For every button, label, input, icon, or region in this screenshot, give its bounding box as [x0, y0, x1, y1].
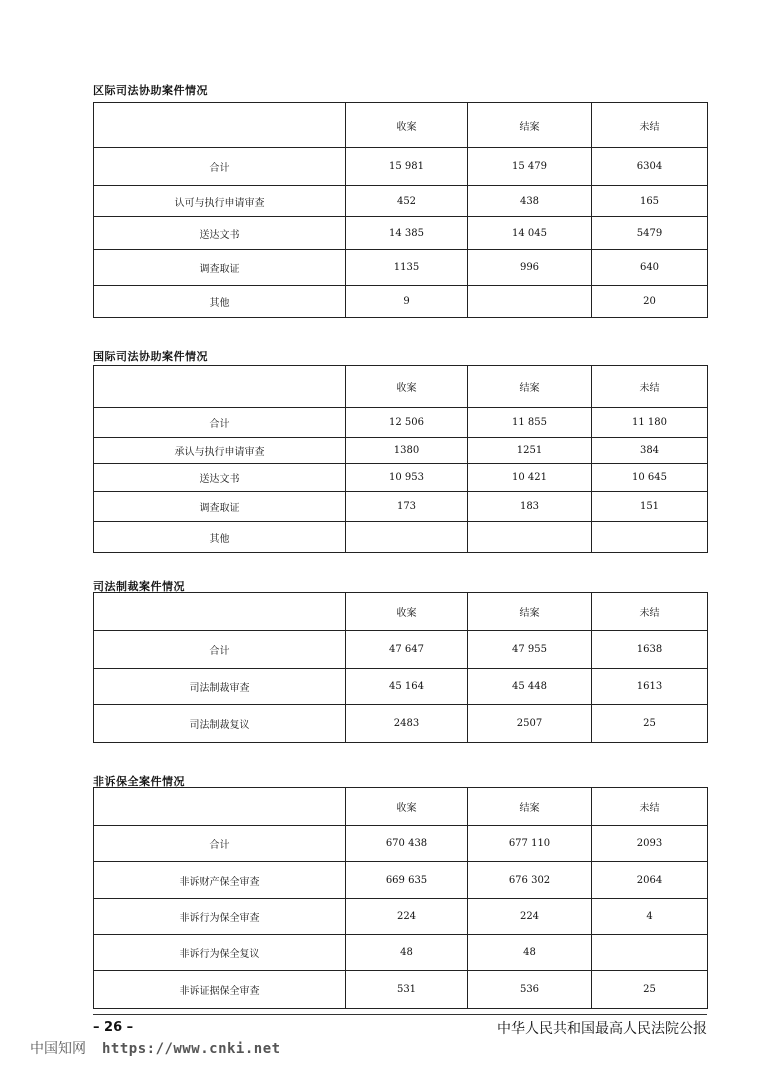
cell-closed: 677 110	[468, 826, 592, 862]
watermark-site: 中国知网	[30, 1041, 86, 1057]
journal-title: 中华人民共和国最高人民法院公报	[497, 1021, 707, 1037]
table-row	[94, 522, 708, 553]
header-received: 收案	[346, 788, 468, 826]
cell-pending: 384	[592, 438, 708, 464]
table-row	[94, 464, 708, 492]
cell-received: 2483	[346, 705, 468, 743]
cell-closed: 15 479	[468, 148, 592, 186]
cell-received: 670 438	[346, 826, 468, 862]
international-assistance-table	[93, 365, 708, 553]
cell-pending: 25	[592, 705, 708, 743]
table-row	[94, 971, 708, 1009]
row-label: 合计	[94, 631, 346, 669]
table-row	[94, 438, 708, 464]
cell-closed	[468, 286, 592, 318]
cell-pending	[592, 935, 708, 971]
header-blank	[94, 366, 346, 408]
cell-closed	[468, 522, 592, 553]
cell-pending: 640	[592, 250, 708, 286]
table-row	[94, 492, 708, 522]
cell-pending: 165	[592, 186, 708, 217]
row-label: 其他	[94, 286, 346, 318]
header-received: 收案	[346, 366, 468, 408]
header-received: 收案	[346, 593, 468, 631]
row-label: 其他	[94, 522, 346, 553]
row-label: 非诉行为保全复议	[94, 935, 346, 971]
header-pending: 未结	[592, 593, 708, 631]
table-row	[94, 826, 708, 862]
cell-received: 1380	[346, 438, 468, 464]
cell-pending: 151	[592, 492, 708, 522]
table-row	[94, 669, 708, 705]
row-label: 承认与执行申请审查	[94, 438, 346, 464]
footer-divider	[93, 1014, 707, 1015]
table-row	[94, 217, 708, 250]
table-row	[94, 935, 708, 971]
cell-received: 669 635	[346, 862, 468, 899]
cell-received: 224	[346, 899, 468, 935]
row-label: 非诉行为保全审查	[94, 899, 346, 935]
cell-received: 10 953	[346, 464, 468, 492]
table-row	[94, 250, 708, 286]
cell-pending: 2093	[592, 826, 708, 862]
cell-closed: 1251	[468, 438, 592, 464]
cell-received: 531	[346, 971, 468, 1009]
row-label: 调查取证	[94, 250, 346, 286]
cell-received	[346, 522, 468, 553]
judicial-sanction-table	[93, 592, 708, 743]
cell-received: 9	[346, 286, 468, 318]
section-title-sanctions: 司法制裁案件情况	[93, 580, 185, 593]
cell-pending	[592, 522, 708, 553]
header-closed: 结案	[468, 593, 592, 631]
cell-received: 173	[346, 492, 468, 522]
table-row	[94, 286, 708, 318]
cell-received: 47 647	[346, 631, 468, 669]
cell-closed: 224	[468, 899, 592, 935]
cell-pending: 5479	[592, 217, 708, 250]
row-label: 合计	[94, 826, 346, 862]
cell-pending: 2064	[592, 862, 708, 899]
cell-closed: 438	[468, 186, 592, 217]
non-litigation-preservation-table	[93, 787, 708, 1009]
table-row	[94, 408, 708, 438]
header-blank	[94, 103, 346, 148]
cell-closed: 47 955	[468, 631, 592, 669]
row-label: 司法制裁审查	[94, 669, 346, 705]
header-pending: 未结	[592, 366, 708, 408]
row-label: 非诉财产保全审查	[94, 862, 346, 899]
cell-received: 45 164	[346, 669, 468, 705]
cell-closed: 536	[468, 971, 592, 1009]
header-blank	[94, 593, 346, 631]
table-row	[94, 631, 708, 669]
header-blank	[94, 788, 346, 826]
table-row	[94, 186, 708, 217]
page-number: – 26 –	[93, 1020, 134, 1035]
table-row	[94, 862, 708, 899]
row-label: 司法制裁复议	[94, 705, 346, 743]
cell-received: 452	[346, 186, 468, 217]
table-row	[94, 705, 708, 743]
cell-closed: 45 448	[468, 669, 592, 705]
header-closed: 结案	[468, 788, 592, 826]
cnki-watermark	[30, 1038, 281, 1058]
cell-closed: 10 421	[468, 464, 592, 492]
cell-received: 12 506	[346, 408, 468, 438]
cell-closed: 11 855	[468, 408, 592, 438]
cell-pending: 1613	[592, 669, 708, 705]
section-title-non-litigation: 非诉保全案件情况	[93, 775, 185, 788]
header-closed: 结案	[468, 366, 592, 408]
cell-pending: 20	[592, 286, 708, 318]
header-pending: 未结	[592, 103, 708, 148]
cell-closed: 48	[468, 935, 592, 971]
row-label: 送达文书	[94, 464, 346, 492]
section-title-regional: 区际司法协助案件情况	[93, 84, 208, 97]
cell-pending: 10 645	[592, 464, 708, 492]
row-label: 调查取证	[94, 492, 346, 522]
cell-pending: 1638	[592, 631, 708, 669]
cell-closed: 996	[468, 250, 592, 286]
cell-pending: 11 180	[592, 408, 708, 438]
header-closed: 结案	[468, 103, 592, 148]
cell-received: 48	[346, 935, 468, 971]
cell-received: 15 981	[346, 148, 468, 186]
row-label: 认可与执行申请审查	[94, 186, 346, 217]
regional-assistance-table	[93, 102, 708, 318]
cell-received: 1135	[346, 250, 468, 286]
table-row	[94, 148, 708, 186]
cell-pending: 4	[592, 899, 708, 935]
cell-closed: 14 045	[468, 217, 592, 250]
cell-received: 14 385	[346, 217, 468, 250]
row-label: 合计	[94, 148, 346, 186]
row-label: 合计	[94, 408, 346, 438]
cell-closed: 676 302	[468, 862, 592, 899]
watermark-url[interactable]: https://www.cnki.net	[102, 1041, 281, 1057]
header-pending: 未结	[592, 788, 708, 826]
table-row	[94, 899, 708, 935]
row-label: 送达文书	[94, 217, 346, 250]
section-title-international: 国际司法协助案件情况	[93, 350, 208, 363]
header-received: 收案	[346, 103, 468, 148]
cell-pending: 25	[592, 971, 708, 1009]
cell-pending: 6304	[592, 148, 708, 186]
cell-closed: 183	[468, 492, 592, 522]
row-label: 非诉证据保全审查	[94, 971, 346, 1009]
cell-closed: 2507	[468, 705, 592, 743]
